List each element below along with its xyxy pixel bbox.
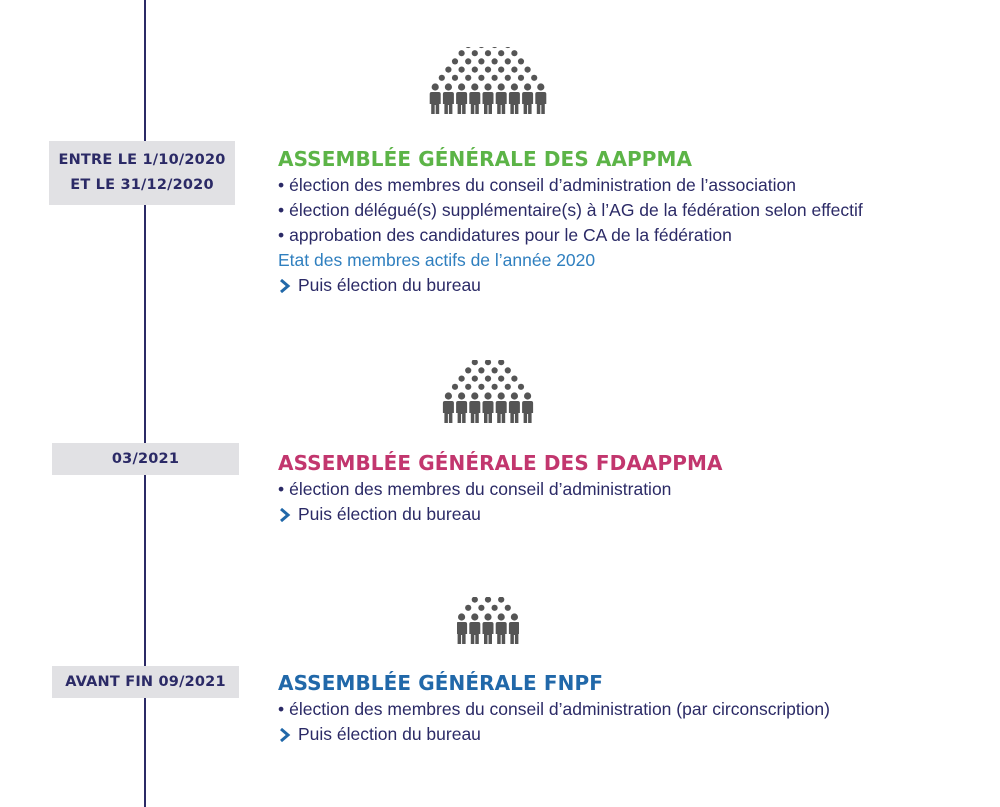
bullet: • [278,175,285,195]
list-item-text: élection des membres du conseil d’administration de l’association [289,175,796,195]
date-line: 03/2021 [111,450,180,467]
list-item [278,477,723,502]
section-aappma [278,147,863,298]
date-line: AVANT FIN 09/2021 [65,673,226,690]
section-title: ASSEMBLÉE GÉNÉRALE DES FDAAPPMA [278,451,723,475]
bullet: • [278,225,285,245]
crowd-icon [442,360,534,424]
crowd-icon [457,597,519,645]
bullet: • [278,699,285,719]
list-item-text: élection des membres du conseil d’administration (par circonscription) [289,699,830,719]
next-step [278,502,723,527]
date-box [49,141,235,205]
date-line: ET LE 31/12/2020 [70,177,214,193]
list-item [278,223,863,248]
section-fdaappma [278,451,723,527]
section-title: ASSEMBLÉE GÉNÉRALE FNPF [278,671,603,695]
list-item [278,697,830,722]
list-item [278,173,863,198]
next-step-label: Puis élection du bureau [298,504,481,524]
crowd-icon [428,47,548,115]
section-note: Etat des membres actifs de l’année 2020 [278,250,596,270]
date-box [52,443,239,475]
bullet: • [278,479,285,499]
next-step-label: Puis élection du bureau [298,724,481,744]
section-fnpf [278,671,830,747]
chevron-right-icon [278,279,292,293]
next-step-label: Puis élection du bureau [298,275,481,295]
date-box [52,666,239,698]
bullet: • [278,200,285,220]
date-line: ENTRE LE 1/10/2020 [58,152,226,168]
next-step [278,273,863,298]
section-title: ASSEMBLÉE GÉNÉRALE DES AAPPMA [278,147,693,171]
next-step [278,722,830,747]
list-item [278,198,863,223]
chevron-right-icon [278,508,292,522]
list-item-text: élection des membres du conseil d’administration [289,479,672,499]
list-item-text: approbation des candidatures pour le CA de la fédération [289,225,732,245]
list-item-text: élection délégué(s) supplémentaire(s) à l’AG de la fédération selon effectif [289,200,863,220]
chevron-right-icon [278,728,292,742]
